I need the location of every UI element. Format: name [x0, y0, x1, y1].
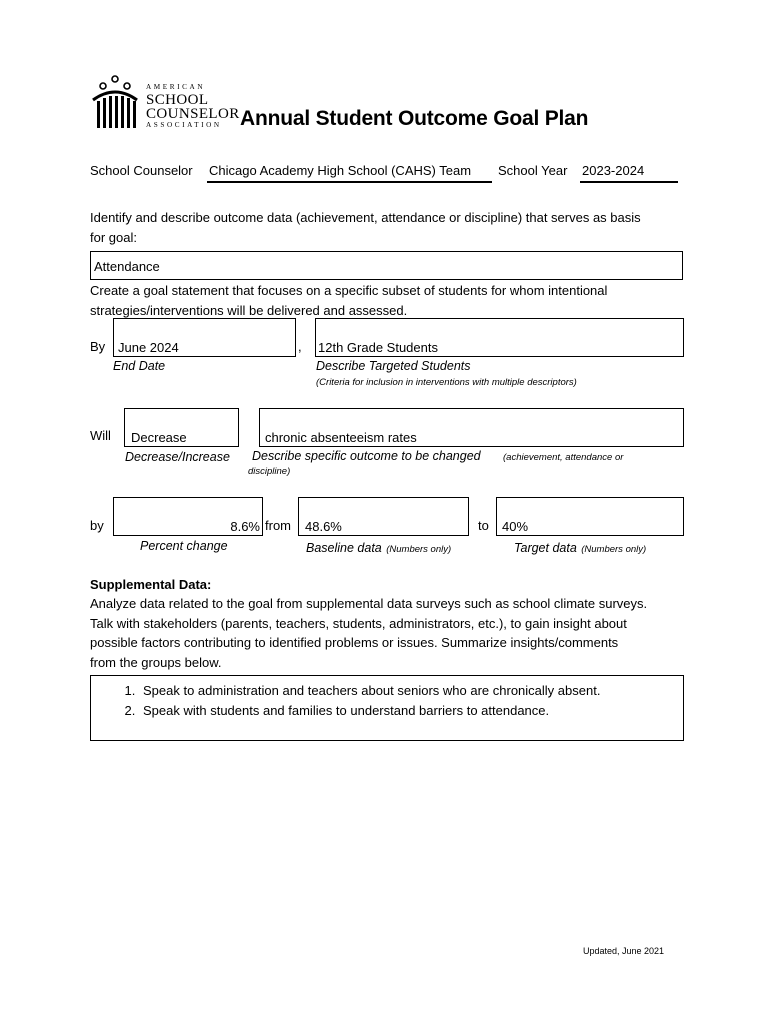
logo-line-american: AMERICAN: [146, 83, 206, 91]
direction-caption: Decrease/Increase: [125, 450, 230, 464]
target-value: 40%: [502, 519, 529, 534]
baseline-value: 48.6%: [305, 519, 342, 534]
targeted-students-value: 12th Grade Students: [318, 340, 438, 355]
logo-line-association: ASSOCIATION: [146, 121, 222, 129]
goal-prompt-line-2: strategies/interventions will be delivered and assessed.: [90, 302, 408, 318]
asca-people-logo-icon: [91, 74, 139, 130]
baseline-caption-group: [306, 539, 451, 557]
updated-date-footer: Updated, June 2021: [583, 946, 665, 956]
school-year-value[interactable]: 2023-2024: [582, 163, 645, 178]
outcome-data-value: Attendance: [94, 259, 160, 274]
baseline-subcaption: (Numbers only): [386, 544, 452, 555]
target-field[interactable]: [496, 497, 684, 536]
outcome-field[interactable]: [259, 408, 684, 447]
to-label: to: [478, 518, 489, 533]
end-date-caption: End Date: [113, 359, 166, 373]
outcome-prompt-line-1: Identify and describe outcome data (achievement, attendance or discipline) that serves as basis: [90, 210, 641, 225]
outcome-subcaption-1: (achievement, attendance or: [503, 452, 624, 463]
percent-change-value: 8.6%: [230, 519, 260, 534]
goal-prompt-line-1: Create a goal statement that focuses on a specific subset of students for whom intentional: [90, 283, 608, 298]
supplemental-insights-box[interactable]: [90, 675, 684, 741]
supplemental-line-4: from the groups below.: [90, 654, 222, 670]
supplemental-heading: Supplemental Data:: [90, 577, 212, 592]
school-counselor-value[interactable]: Chicago Academy High School (CAHS) Team: [209, 163, 472, 178]
school-counselor-label: School Counselor: [90, 163, 193, 178]
by-comma: ,: [298, 339, 302, 354]
direction-value: Decrease: [131, 430, 187, 445]
from-label: from: [265, 518, 291, 533]
supplemental-description: [90, 594, 690, 672]
by-label: By: [90, 339, 106, 354]
end-date-field[interactable]: [113, 318, 296, 357]
outcome-prompt-line-2: for goal:: [90, 229, 137, 245]
logo-line-school: SCHOOL: [146, 92, 209, 108]
targeted-students-field[interactable]: [315, 318, 684, 357]
outcome-subcaption-2: discipline): [248, 466, 291, 477]
baseline-caption: Baseline data: [306, 541, 382, 555]
supplemental-insights-list: [91, 681, 600, 721]
target-caption-group: [514, 539, 646, 557]
percent-change-caption: Percent change: [140, 539, 228, 553]
percent-change-field[interactable]: [113, 497, 263, 536]
outcome-value: chronic absenteeism rates: [265, 430, 417, 445]
goal-statement-prompt: [90, 281, 690, 320]
direction-field[interactable]: [124, 408, 239, 447]
will-label: Will: [90, 428, 111, 443]
school-year-underline: [580, 181, 678, 183]
targeted-students-subcaption: (Criteria for inclusion in interventions with multiple descriptors): [316, 377, 577, 388]
outcome-data-field[interactable]: [90, 251, 683, 280]
outcome-caption: Describe specific outcome to be changed: [252, 449, 481, 463]
by-percent-label: by: [90, 518, 104, 533]
school-counselor-underline: [207, 181, 492, 183]
target-subcaption: (Numbers only): [581, 544, 647, 555]
list-item: 1. Speak to administration and teachers about seniors who are chronically absent.: [139, 681, 600, 701]
page-title: Annual Student Outcome Goal Plan: [240, 107, 589, 130]
end-date-value: June 2024: [118, 340, 179, 355]
target-caption: Target data: [514, 541, 577, 555]
targeted-students-caption: Describe Targeted Students: [316, 359, 471, 373]
supplemental-line-2: Talk with stakeholders (parents, teachers, students, administrators, etc.), to gain insight about: [90, 615, 627, 631]
logo-line-counselor: COUNSELOR: [146, 106, 240, 122]
outcome-data-prompt: [90, 208, 690, 247]
list-item: 2. Speak with students and families to understand barriers to attendance.: [139, 701, 600, 721]
supplemental-line-3: possible factors contributing to identified problems or issues. Summarize insights/comments: [90, 635, 619, 650]
baseline-field[interactable]: [298, 497, 469, 536]
supplemental-line-1: Analyze data related to the goal from supplemental data surveys such as school climate surveys.: [90, 596, 648, 611]
school-year-label: School Year: [498, 163, 568, 178]
